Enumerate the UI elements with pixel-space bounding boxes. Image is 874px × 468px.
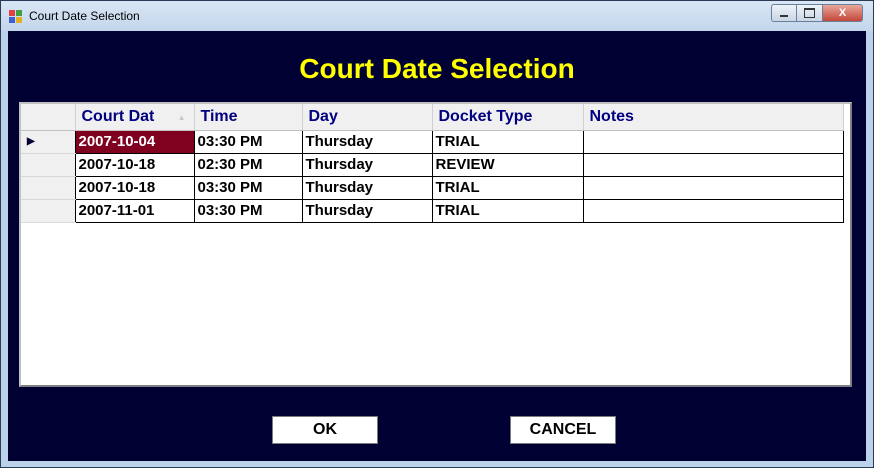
current-row-icon: ▶: [27, 136, 35, 147]
cell-day[interactable]: Thursday: [302, 153, 432, 176]
cell-docket-type[interactable]: TRIAL: [432, 176, 583, 199]
ok-button[interactable]: OK: [272, 416, 378, 444]
maximize-button[interactable]: [797, 4, 823, 22]
app-icon: [9, 10, 22, 23]
row-selector[interactable]: [21, 153, 75, 176]
column-header-time[interactable]: Time: [194, 104, 302, 130]
cell-notes[interactable]: [583, 176, 843, 199]
cell-time[interactable]: 03:30 PM: [194, 176, 302, 199]
column-header-court-date[interactable]: Court Dat ▲: [75, 104, 194, 130]
table-row[interactable]: [21, 176, 843, 199]
client-area: [8, 31, 866, 461]
court-date-table: [21, 104, 844, 223]
cell-day[interactable]: Thursday: [302, 199, 432, 222]
window-title: Court Date Selection: [29, 9, 140, 23]
cell-notes[interactable]: [583, 153, 843, 176]
table-row[interactable]: [21, 130, 843, 153]
table-row[interactable]: [21, 199, 843, 222]
cell-docket-type[interactable]: TRIAL: [432, 199, 583, 222]
table-row[interactable]: [21, 153, 843, 176]
row-selector-current[interactable]: [21, 130, 75, 153]
close-button[interactable]: [823, 4, 863, 22]
cell-day[interactable]: Thursday: [302, 130, 432, 153]
court-date-grid[interactable]: [19, 102, 852, 387]
cell-court-date[interactable]: 2007-10-18: [75, 176, 194, 199]
cell-time[interactable]: 02:30 PM: [194, 153, 302, 176]
header-row: [21, 104, 843, 130]
row-header-corner: [21, 104, 75, 130]
cell-time[interactable]: 03:30 PM: [194, 199, 302, 222]
cell-docket-type[interactable]: TRIAL: [432, 130, 583, 153]
cell-court-date[interactable]: 2007-11-01: [75, 199, 194, 222]
cell-court-date[interactable]: 2007-10-18: [75, 153, 194, 176]
cell-notes[interactable]: [583, 130, 843, 153]
column-header-notes[interactable]: Notes: [583, 104, 843, 130]
minimize-button[interactable]: [771, 4, 797, 22]
cancel-button[interactable]: CANCEL: [510, 416, 616, 444]
row-selector[interactable]: [21, 199, 75, 222]
column-header-day[interactable]: Day: [302, 104, 432, 130]
close-icon: X: [838, 7, 847, 19]
window-controls: [771, 4, 863, 22]
cell-notes[interactable]: [583, 199, 843, 222]
cell-day[interactable]: Thursday: [302, 176, 432, 199]
column-header-docket-type[interactable]: Docket Type: [432, 104, 583, 130]
title-bar[interactable]: [1, 1, 873, 31]
row-selector[interactable]: [21, 176, 75, 199]
sort-ascending-icon: ▲: [177, 113, 186, 122]
cell-docket-type[interactable]: REVIEW: [432, 153, 583, 176]
maximize-icon: [804, 8, 815, 18]
cell-court-date[interactable]: 2007-10-04: [75, 130, 194, 153]
minimize-icon: [780, 15, 788, 17]
page-title: Court Date Selection: [299, 53, 575, 84]
cell-time[interactable]: 03:30 PM: [194, 130, 302, 153]
